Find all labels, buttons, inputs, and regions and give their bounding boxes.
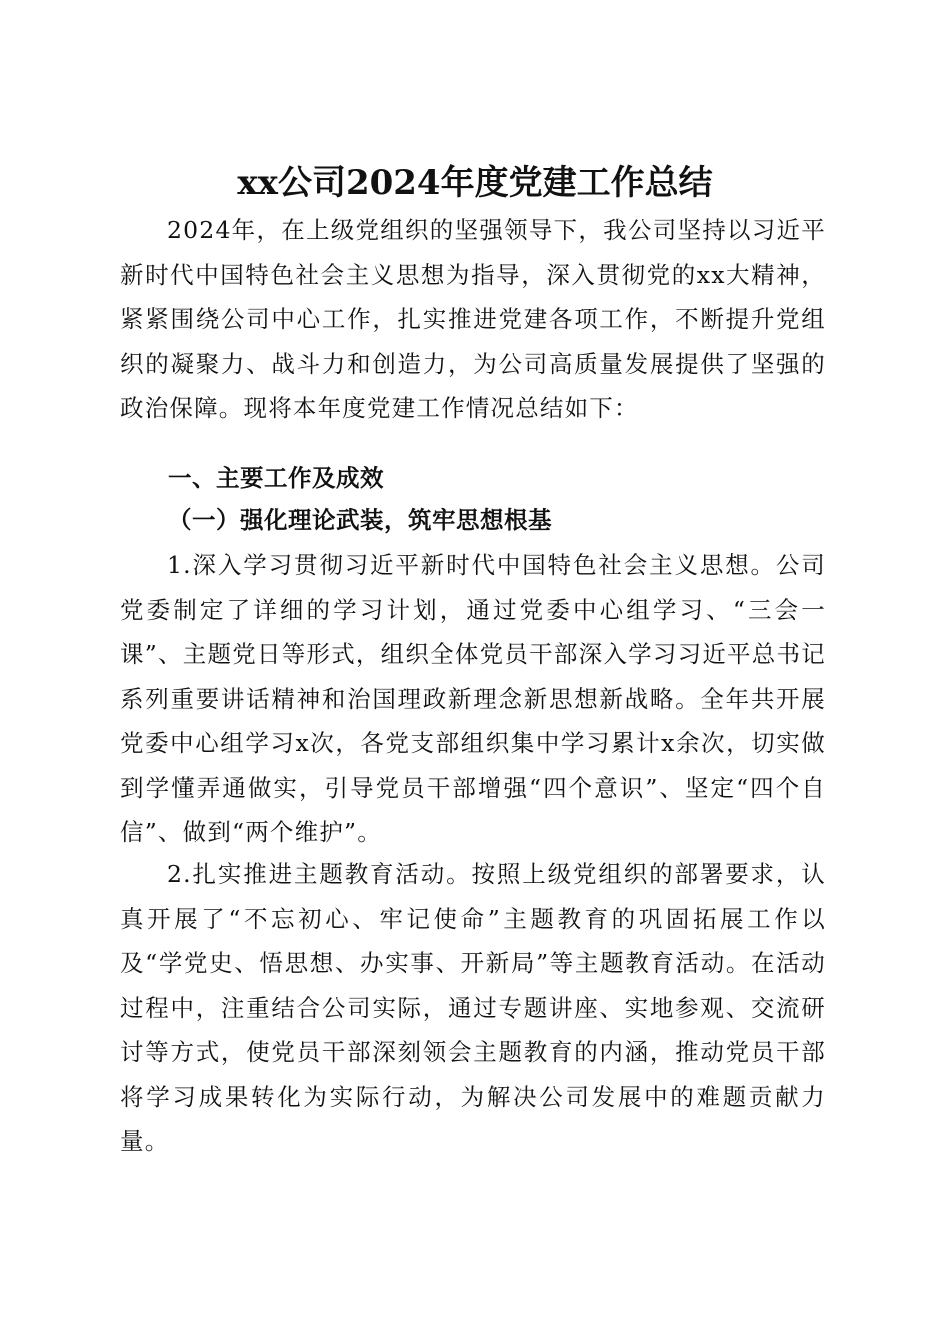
intro-paragraph: 2024年，在上级党组织的坚强领导下，我公司坚持以习近平新时代中国特色社会主义思想为指导，深入贯彻党的xx大精神，紧紧围绕公司中心工作，扎实推进党建各项工作，不断提升党组织的凝聚力、战斗力和创造力，为公司高质量发展提供了坚强的政治保障。现将本年度党建工作情况总结如下：: [120, 216, 826, 422]
item-2-paragraph: 2.扎实推进主题教育活动。按照上级党组织的部署要求，认真开展了“不忘初心、牢记使命”主题教育的巩固拓展工作以及“学党史、悟思想、办实事、开新局”等主题教育活动。在活动过程中，注重结合公司实际，通过专题讲座、实地参观、交流研讨等方式，使党员干部深刻领会主题教育的内涵，推动党员干部将学习成果转化为实际行动，为解决公司发展中的难题贡献力量。: [120, 860, 826, 1155]
subsection-heading: （一）强化理论武装，筑牢思想根基: [168, 506, 552, 534]
item-1-paragraph: 1.深入学习贯彻习近平新时代中国特色社会主义思想。公司党委制定了详细的学习计划，通过党委中心组学习、“三会一课”、主题党日等形式，组织全体党员干部深入学习习近平总书记系列重要讲话精神和治国理政新理念新思想新战略。全年共开展党委中心组学习x次，各党支部组织集中学习累计x余次，切实做到学懂弄通做实，引导党员干部增强“四个意识”、坚定“四个自信”、做到“两个维护”。: [120, 551, 826, 846]
document-title: xx公司2024年度党建工作总结: [237, 162, 713, 203]
section-heading: 一、主要工作及成效: [168, 464, 384, 492]
